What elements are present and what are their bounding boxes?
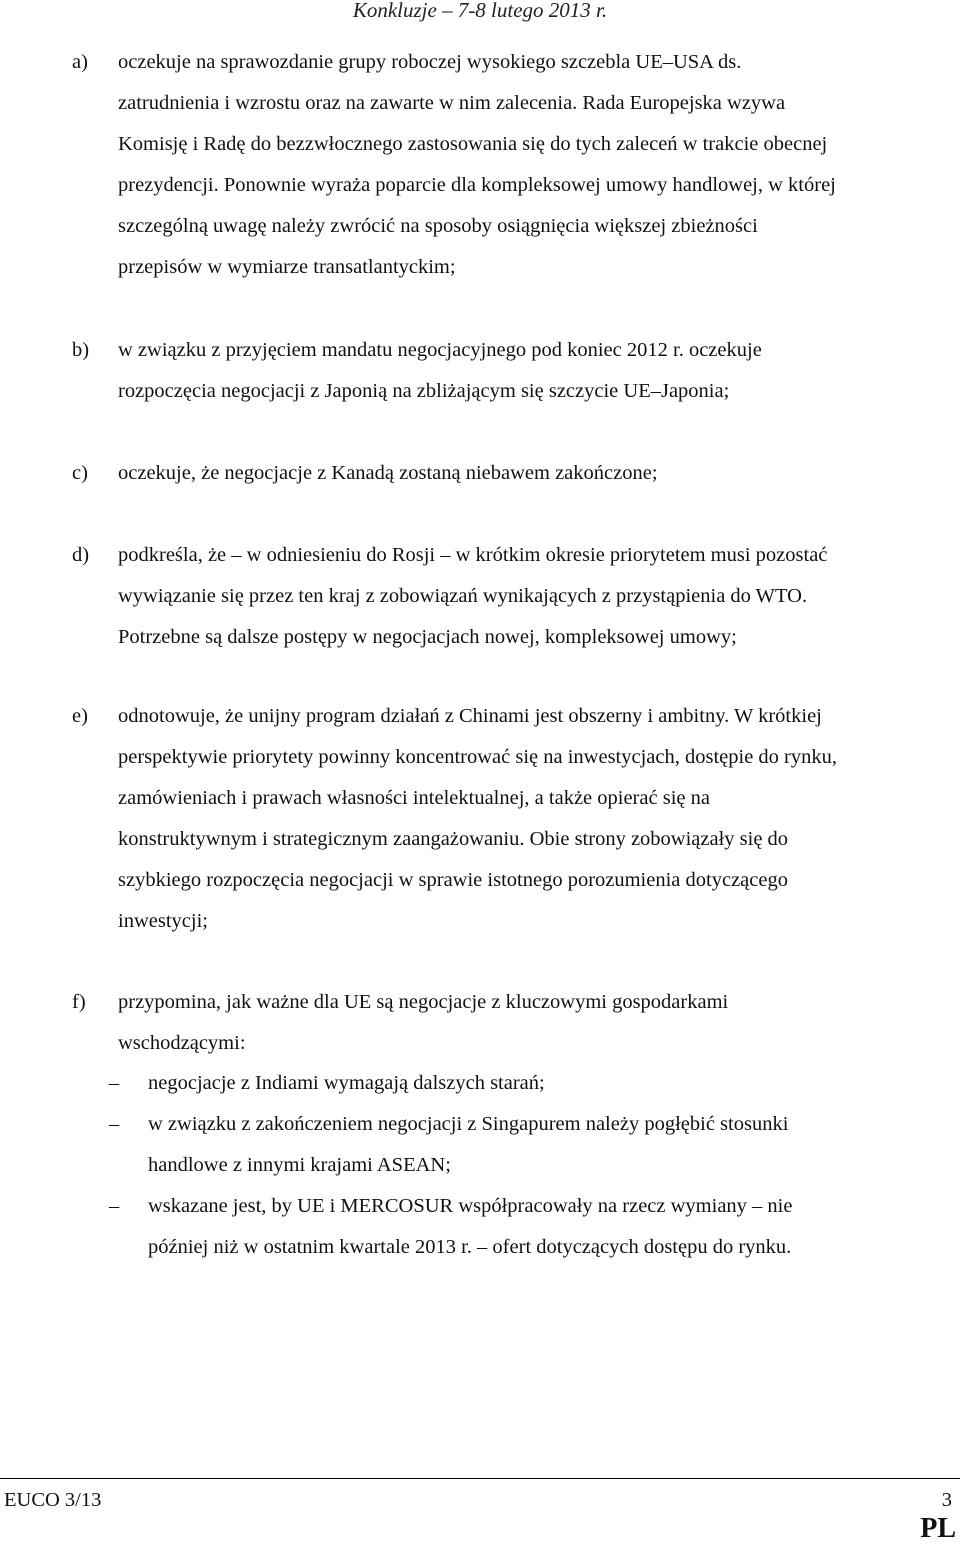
text-line: wschodzącymi: xyxy=(118,1032,246,1054)
text-line: zatrudnienia i wzrostu oraz na zawarte w nim zalecenia. Rada Europejska wzywa xyxy=(118,92,786,114)
page-number: 3 xyxy=(941,1489,952,1511)
text-line: przypomina, jak ważne dla UE są negocjacje z kluczowymi gospodarkami xyxy=(118,991,729,1013)
text-line: rozpoczęcia negocjacji z Japonią na zbliżającym się szczycie UE–Japonia; xyxy=(118,380,730,402)
text-line: perspektywie priorytety powinny koncentrować się na inwestycjach, dostępie do rynku, xyxy=(118,746,838,768)
document-reference: EUCO 3/13 xyxy=(4,1489,102,1511)
text-line: oczekuje na sprawozdanie grupy roboczej wysokiego szczebla UE–USA ds. xyxy=(118,51,742,73)
text-line: oczekuje, że negocjacje z Kanadą zostaną niebawem zakończone; xyxy=(118,462,658,484)
bullet-text xyxy=(148,1063,958,1104)
bullet-text xyxy=(148,1104,958,1186)
item-text xyxy=(118,696,958,942)
text-line: podkreśla, że – w odniesieniu do Rosji – w krótkim okresie priorytetem musi pozostać xyxy=(118,544,828,566)
item-label: b) xyxy=(72,339,90,361)
text-line: przepisów w wymiarze transatlantyckim; xyxy=(118,256,456,278)
text-line: w związku z zakończeniem negocjacji z Singapurem należy pogłębić stosunki xyxy=(148,1113,789,1135)
running-header: Konkluzje – 7-8 lutego 2013 r. xyxy=(352,0,608,22)
text-line: handlowe z innymi krajami ASEAN; xyxy=(148,1154,451,1176)
item-label: a) xyxy=(72,51,88,73)
text-line: odnotowuje, że unijny program działań z Chinami jest obszerny i ambitny. W krótkiej xyxy=(118,705,822,727)
text-line: prezydencji. Ponownie wyraża poparcie dla kompleksowej umowy handlowej, w której xyxy=(118,174,836,196)
item-label: e) xyxy=(72,705,88,727)
item-text xyxy=(118,330,958,412)
text-line: szybkiego rozpoczęcia negocjacji w sprawie istotnego porozumienia dotyczącego xyxy=(118,869,788,891)
text-line: konstruktywnym i strategicznym zaangażowaniu. Obie strony zobowiązały się do xyxy=(118,828,789,850)
bullet-text xyxy=(148,1186,958,1268)
text-line: zamówieniach i prawach własności intelektualnej, a także opierać się na xyxy=(118,787,710,809)
item-label: c) xyxy=(72,462,88,484)
item-text xyxy=(118,453,958,494)
text-line: wywiązanie się przez ten kraj z zobowiązań wynikających z przystąpienia do WTO. xyxy=(118,585,808,607)
dash-bullet: – xyxy=(109,1072,120,1094)
footer-divider xyxy=(0,1478,960,1479)
language-code: PL xyxy=(920,1513,956,1544)
text-line: później niż w ostatnim kwartale 2013 r. – ofert dotyczących dostępu do rynku. xyxy=(148,1236,792,1258)
item-text xyxy=(118,535,958,658)
item-text xyxy=(118,982,958,1064)
item-label: d) xyxy=(72,544,90,566)
text-line: szczególną uwagę należy zwrócić na sposoby osiągnięcia większej zbieżności xyxy=(118,215,758,237)
text-line: negocjacje z Indiami wymagają dalszych starań; xyxy=(148,1072,545,1094)
dash-bullet: – xyxy=(109,1113,120,1135)
text-line: Potrzebne są dalsze postępy w negocjacjach nowej, kompleksowej umowy; xyxy=(118,626,737,648)
text-line: wskazane jest, by UE i MERCOSUR współpracowały na rzecz wymiany – nie xyxy=(148,1195,793,1217)
item-text xyxy=(118,42,958,288)
text-line: inwestycji; xyxy=(118,910,208,932)
item-label: f) xyxy=(72,991,86,1013)
text-line: Komisję i Radę do bezzwłocznego zastosowania się do tych zaleceń w trakcie obecnej xyxy=(118,133,828,155)
text-line: w związku z przyjęciem mandatu negocjacyjnego pod koniec 2012 r. oczekuje xyxy=(118,339,762,361)
dash-bullet: – xyxy=(109,1195,120,1217)
